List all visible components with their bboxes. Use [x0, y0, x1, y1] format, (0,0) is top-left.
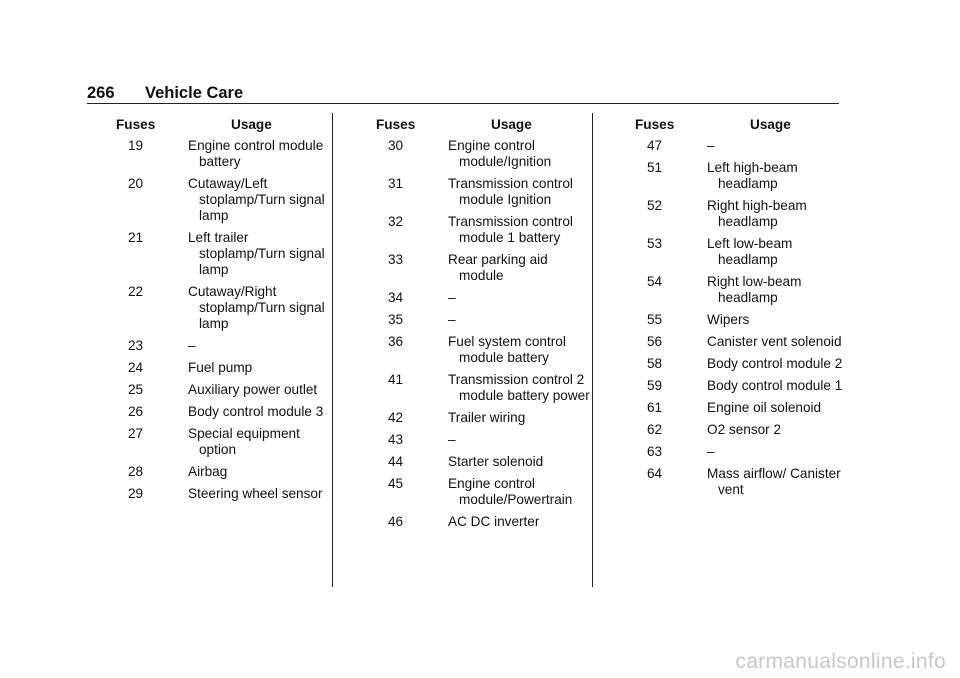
fuse-usage: Transmission control module 1 battery	[448, 214, 573, 245]
fuse-usage: Engine control module/Ignition	[448, 138, 552, 169]
fuse-number: 64	[647, 466, 663, 481]
fuse-row	[347, 252, 587, 290]
fuse-number: 46	[388, 514, 404, 529]
fuse-usage: –	[448, 312, 456, 327]
fuse-table-column-2	[347, 116, 590, 536]
fuse-row	[347, 138, 587, 176]
fuse-usage: Starter solenoid	[448, 454, 544, 469]
usage-heading: Usage	[750, 117, 791, 132]
fuse-row	[87, 338, 327, 360]
fuse-number: 56	[647, 334, 663, 349]
fuse-number: 23	[128, 338, 144, 353]
fuse-number: 42	[388, 410, 404, 425]
fuse-row	[347, 454, 587, 476]
fuse-number: 24	[128, 360, 144, 375]
fuse-row	[606, 312, 846, 334]
fuse-usage: –	[448, 290, 456, 305]
fuse-usage: Left trailer stoplamp/Turn signal lamp	[188, 230, 325, 277]
fuse-row	[606, 466, 846, 504]
fuse-usage: Left high-beam headlamp	[707, 160, 798, 191]
fuse-row	[347, 334, 587, 372]
fuse-usage: Auxiliary power outlet	[188, 382, 318, 397]
fuse-usage: O2 sensor 2	[707, 422, 782, 437]
fuse-row	[606, 138, 846, 160]
fuse-usage: Trailer wiring	[448, 410, 526, 425]
fuse-usage: Steering wheel sensor	[188, 486, 323, 501]
fuse-number: 32	[388, 214, 404, 229]
fuse-usage: Cutaway/Right stoplamp/Turn signal lamp	[188, 284, 325, 331]
fuse-usage: Cutaway/Left stoplamp/Turn signal lamp	[188, 176, 325, 223]
fuse-number: 58	[647, 356, 663, 371]
fuse-number: 21	[128, 230, 144, 245]
fuse-number: 28	[128, 464, 144, 479]
fuse-number: 19	[128, 138, 144, 153]
fuse-usage: AC DC inverter	[448, 514, 540, 529]
fuse-row	[347, 312, 587, 334]
fuse-number: 34	[388, 290, 404, 305]
fuse-number: 44	[388, 454, 404, 469]
fuse-row	[606, 274, 846, 312]
fuse-number: 27	[128, 426, 144, 441]
fuse-row	[347, 176, 587, 214]
fuse-number: 61	[647, 400, 663, 415]
fuse-row	[87, 486, 327, 508]
fuse-number: 22	[128, 284, 144, 299]
fuse-usage: Engine control module battery	[188, 138, 324, 169]
fuse-row	[606, 356, 846, 378]
fuse-usage: –	[707, 138, 715, 153]
fuse-usage: Body control module 1	[707, 378, 843, 393]
page-number: 266	[87, 84, 115, 102]
fuse-usage: Left low-beam headlamp	[707, 236, 793, 267]
fuse-number: 36	[388, 334, 404, 349]
fuse-number: 20	[128, 176, 144, 191]
fuses-heading: Fuses	[376, 117, 416, 132]
fuse-row	[87, 138, 327, 176]
fuse-usage: Engine oil solenoid	[707, 400, 822, 415]
fuse-row	[606, 422, 846, 444]
fuse-number: 55	[647, 312, 663, 327]
fuse-number: 26	[128, 404, 144, 419]
fuse-row	[606, 444, 846, 466]
fuse-row	[606, 378, 846, 400]
fuse-number: 59	[647, 378, 663, 393]
usage-heading: Usage	[491, 117, 532, 132]
fuse-row	[347, 372, 590, 410]
column-divider	[332, 113, 333, 587]
fuse-number: 54	[647, 274, 663, 289]
fuse-number: 63	[647, 444, 663, 459]
fuse-usage: Canister vent solenoid	[707, 334, 842, 349]
fuse-row	[606, 334, 846, 356]
fuse-usage: Transmission control module Ignition	[448, 176, 573, 207]
fuse-usage: –	[448, 432, 456, 447]
fuse-usage: Special equipment option	[188, 426, 300, 457]
fuse-usage: –	[707, 444, 715, 459]
fuse-row	[347, 432, 587, 454]
fuse-row	[347, 410, 587, 432]
fuse-number: 52	[647, 198, 663, 213]
fuse-row	[87, 360, 327, 382]
fuse-number: 41	[388, 372, 404, 387]
fuse-row	[87, 176, 327, 230]
fuse-number: 31	[388, 176, 404, 191]
watermark: carmanualsonline.info	[735, 650, 946, 673]
fuse-usage: Fuel pump	[188, 360, 253, 375]
table-header	[87, 116, 327, 138]
fuse-row	[347, 290, 587, 312]
fuse-usage: Fuel system control module battery	[448, 334, 566, 365]
fuse-usage: Engine control module/Powertrain	[448, 476, 573, 507]
fuse-row	[347, 214, 587, 252]
fuse-row	[87, 284, 327, 338]
fuse-row	[87, 404, 327, 426]
fuse-number: 25	[128, 382, 144, 397]
fuse-number: 35	[388, 312, 404, 327]
fuses-heading: Fuses	[116, 117, 156, 132]
fuse-number: 30	[388, 138, 404, 153]
fuse-row	[606, 198, 846, 236]
fuse-usage: Transmission control 2 module battery power	[448, 372, 590, 403]
fuse-number: 29	[128, 486, 144, 501]
usage-heading: Usage	[231, 117, 272, 132]
fuse-number: 62	[647, 422, 663, 437]
fuse-usage: Right high-beam headlamp	[707, 198, 807, 229]
fuse-row	[606, 160, 846, 198]
fuse-usage: Right low-beam headlamp	[707, 274, 802, 305]
column-divider	[592, 113, 593, 587]
fuse-row	[347, 476, 587, 514]
fuse-number: 47	[647, 138, 663, 153]
fuse-table-column-1	[87, 116, 327, 508]
fuse-row	[606, 236, 846, 274]
page-header	[87, 83, 839, 104]
table-header	[347, 116, 587, 138]
fuse-number: 53	[647, 236, 663, 251]
fuse-usage: –	[188, 338, 196, 353]
fuse-number: 43	[388, 432, 404, 447]
fuse-row	[347, 514, 587, 536]
fuse-usage: Body control module 3	[188, 404, 324, 419]
fuse-row	[87, 382, 327, 404]
fuse-row	[87, 230, 327, 284]
fuse-usage: Mass airflow/ Canister vent	[707, 466, 841, 497]
fuse-table-column-3	[606, 116, 846, 504]
fuse-usage: Wipers	[707, 312, 750, 327]
fuse-row	[87, 464, 327, 486]
fuse-number: 33	[388, 252, 404, 267]
table-header	[606, 116, 846, 138]
fuse-usage: Airbag	[188, 464, 228, 479]
fuses-heading: Fuses	[635, 117, 675, 132]
fuse-number: 51	[647, 160, 663, 175]
fuse-number: 45	[388, 476, 404, 491]
section-title: Vehicle Care	[145, 84, 244, 102]
fuse-row	[606, 400, 846, 422]
fuse-usage: Body control module 2	[707, 356, 843, 371]
fuse-usage: Rear parking aid module	[448, 252, 548, 283]
fuse-row	[87, 426, 327, 464]
